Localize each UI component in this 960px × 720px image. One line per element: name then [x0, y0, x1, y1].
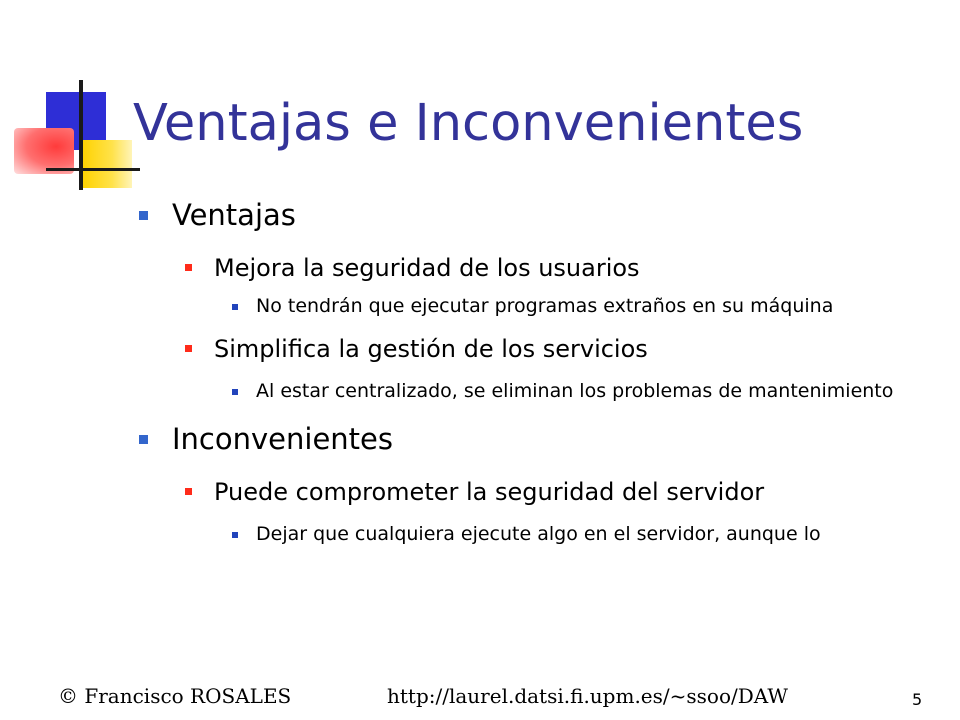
detail-ejecute-servidor: Dejar que cualquiera ejecute algo en el servidor, aunque lo	[256, 523, 821, 545]
bullet-level2-icon	[185, 488, 192, 495]
bullet-level1-icon	[139, 211, 148, 220]
logo-vertical-line	[79, 80, 83, 190]
footer-author: © Francisco ROSALES	[58, 684, 292, 708]
bullet-level3-icon	[232, 389, 238, 395]
point-gestion-servicios: Simplifica la gestión de los servicios	[214, 335, 648, 363]
decorative-logo	[0, 70, 140, 200]
bullet-level2-icon	[185, 264, 192, 271]
section-heading-ventajas: Ventajas	[172, 198, 296, 232]
logo-yellow-square	[82, 140, 132, 188]
bullet-level1-icon	[139, 435, 148, 444]
logo-horizontal-line	[46, 168, 140, 171]
bullet-level3-icon	[232, 304, 238, 310]
footer-url: http://laurel.datsi.fi.upm.es/~ssoo/DAW	[387, 684, 788, 708]
slide-title: Ventajas e Inconvenientes	[133, 94, 804, 153]
point-seguridad-servidor: Puede comprometer la seguridad del servidor	[214, 478, 765, 506]
section-heading-inconvenientes: Inconvenientes	[172, 422, 393, 456]
bullet-level2-icon	[185, 345, 192, 352]
detail-programas-extranos: No tendrán que ejecutar programas extraños en su máquina	[256, 295, 834, 317]
bullet-level3-icon	[232, 532, 238, 538]
page-number: 5	[912, 690, 923, 709]
detail-centralizado: Al estar centralizado, se eliminan los problemas de mantenimiento	[256, 380, 894, 402]
point-seguridad-usuarios: Mejora la seguridad de los usuarios	[214, 254, 640, 282]
